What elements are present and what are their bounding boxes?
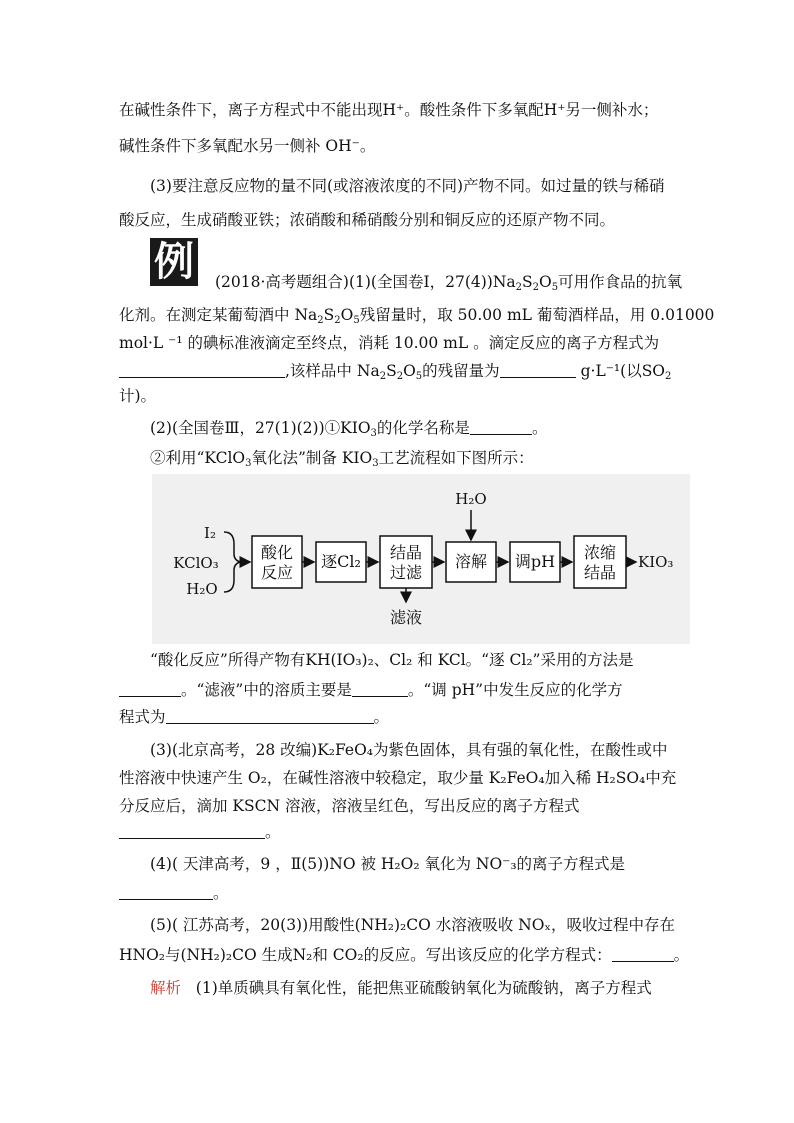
q1-line-3: mol·L ⁻¹ 的碘标准液滴定至终点，消耗 10.00 mL 。滴定反应的离子方程式为 bbox=[119, 334, 660, 352]
q3-line-1: (3)(北京高考，28 改编)K₂FeO₄为紫色固体，具有强的氧化性，在酸性或中 bbox=[150, 741, 668, 759]
step-concentrate-line1: 浓缩 bbox=[583, 543, 617, 562]
answer-blank[interactable] bbox=[119, 824, 265, 839]
intro-line-3: (3)要注意反应物的量不同(或溶液浓度的不同)产物不同。如过量的铁与稀硝 bbox=[150, 177, 665, 195]
input-kclo3: KClO₃ bbox=[173, 554, 219, 572]
example-badge: 例 bbox=[150, 238, 198, 286]
input-brace bbox=[224, 532, 240, 592]
q1-line-4: ,该样品中 $Na_2S_2O_5$的残留量为 g·L⁻¹(以$SO_2$ bbox=[119, 361, 676, 381]
q4-line-2: 。 bbox=[119, 883, 676, 903]
q4-line-1: (4)( 天津高考，9 ，Ⅱ(5))NO 被 H₂O₂ 氧化为 NO⁻₃的离子方程式是 bbox=[150, 855, 626, 873]
answer-blank[interactable] bbox=[352, 682, 408, 697]
answer-blank[interactable] bbox=[470, 420, 532, 435]
input-i2: I₂ bbox=[204, 524, 216, 542]
q2b-line-3: 程式为 。 bbox=[119, 708, 390, 726]
step-acidify-line1: 酸化 bbox=[260, 543, 294, 562]
q5-line-2: HNO₂与(NH₂)₂CO 生成N₂和 CO₂的反应。写出该反应的化学方程式： 。 bbox=[119, 946, 690, 964]
q5-line-1: (5)( 江苏高考，20(3))用酸性(NH₂)₂CO 水溶液吸收 NOₓ，吸收过程中存在 bbox=[150, 916, 676, 934]
q1-line-1: (2018·高考题组合)(1)(全国卷Ⅰ，$27(4))Na_2S_2O_5$可用作食品的抗氧 bbox=[215, 273, 683, 293]
step-dissolve: 溶解 bbox=[454, 552, 488, 571]
answer-blank[interactable] bbox=[119, 363, 285, 378]
q2-line-1: (2)(全国卷Ⅲ，$27(1)(2))①KIO_3$的化学名称是 。 bbox=[150, 419, 548, 439]
step-concentrate-line2: 结晶 bbox=[583, 563, 617, 582]
answer-blank[interactable] bbox=[119, 682, 181, 697]
input-h2o: H₂O bbox=[186, 580, 218, 598]
process-flowchart bbox=[152, 474, 690, 644]
intro-line-2: 碱性条件下多氧配水另一侧补 OH⁻。 bbox=[119, 137, 376, 155]
step-crystallize-line2: 过滤 bbox=[389, 563, 423, 582]
intro-line-4: 酸反应，生成硝酸亚铁；浓硝酸和稀硝酸分别和铜反应的还原产物不同。 bbox=[119, 211, 616, 229]
q1-line-2: 化剂。在测定某葡萄酒中 $Na_2S_2O_5$残留量时，取 50.00 mL 葡萄酒样品，用 0.01000 bbox=[119, 306, 715, 326]
q3-line-2: 性溶液中快速产生 O₂，在碱性溶液中较稳定，取少量 K₂FeO₄加入稀 H₂SO₄中充 bbox=[119, 769, 677, 787]
answer-blank[interactable] bbox=[166, 709, 374, 724]
q2b-line-1: “酸化反应”所得产物有KH(IO₃)₂、Cl₂ 和 KCl。“逐 Cl₂”采用的方法是 bbox=[150, 651, 634, 669]
intro-line-1: 在碱性条件下，离子方程式中不能出现H⁺。酸性条件下多氧配H⁺另一侧补水； bbox=[119, 101, 659, 119]
q3-line-4: 。 bbox=[119, 822, 676, 842]
step-adjust-ph: 调pH bbox=[514, 552, 556, 571]
water-input-label: H₂O bbox=[455, 490, 487, 508]
step-remove-cl2: 逐Cl₂ bbox=[321, 552, 361, 571]
q1-line-5: 计)。 bbox=[119, 387, 157, 405]
answer-blank[interactable] bbox=[119, 885, 213, 900]
analysis-line bbox=[150, 978, 676, 998]
product-kio3: KIO₃ bbox=[638, 553, 674, 571]
analysis-label: 解析 bbox=[150, 979, 182, 997]
analysis-text: (1)单质碘具有氧化性，能把焦亚硫酸钠氧化为硫酸钠，离子方程式 bbox=[195, 979, 652, 997]
answer-blank[interactable] bbox=[500, 363, 576, 378]
filtrate-label: 滤液 bbox=[389, 608, 423, 627]
step-crystallize-line1: 结晶 bbox=[389, 543, 423, 562]
answer-blank[interactable] bbox=[612, 947, 674, 962]
q3-line-3: 分反应后，滴加 KSCN 溶液，溶液呈红色，写出反应的离子方程式 bbox=[119, 797, 580, 815]
q2-line-2: ②利用“KClO$_3$氧化法”制备 $KIO_3$工艺流程如下图所示： bbox=[150, 449, 534, 469]
step-acidify-line2: 反应 bbox=[260, 563, 294, 582]
q2b-line-2: 。“滤液”中的溶质主要是 。“调 pH”中发生反应的化学方 bbox=[119, 680, 676, 700]
